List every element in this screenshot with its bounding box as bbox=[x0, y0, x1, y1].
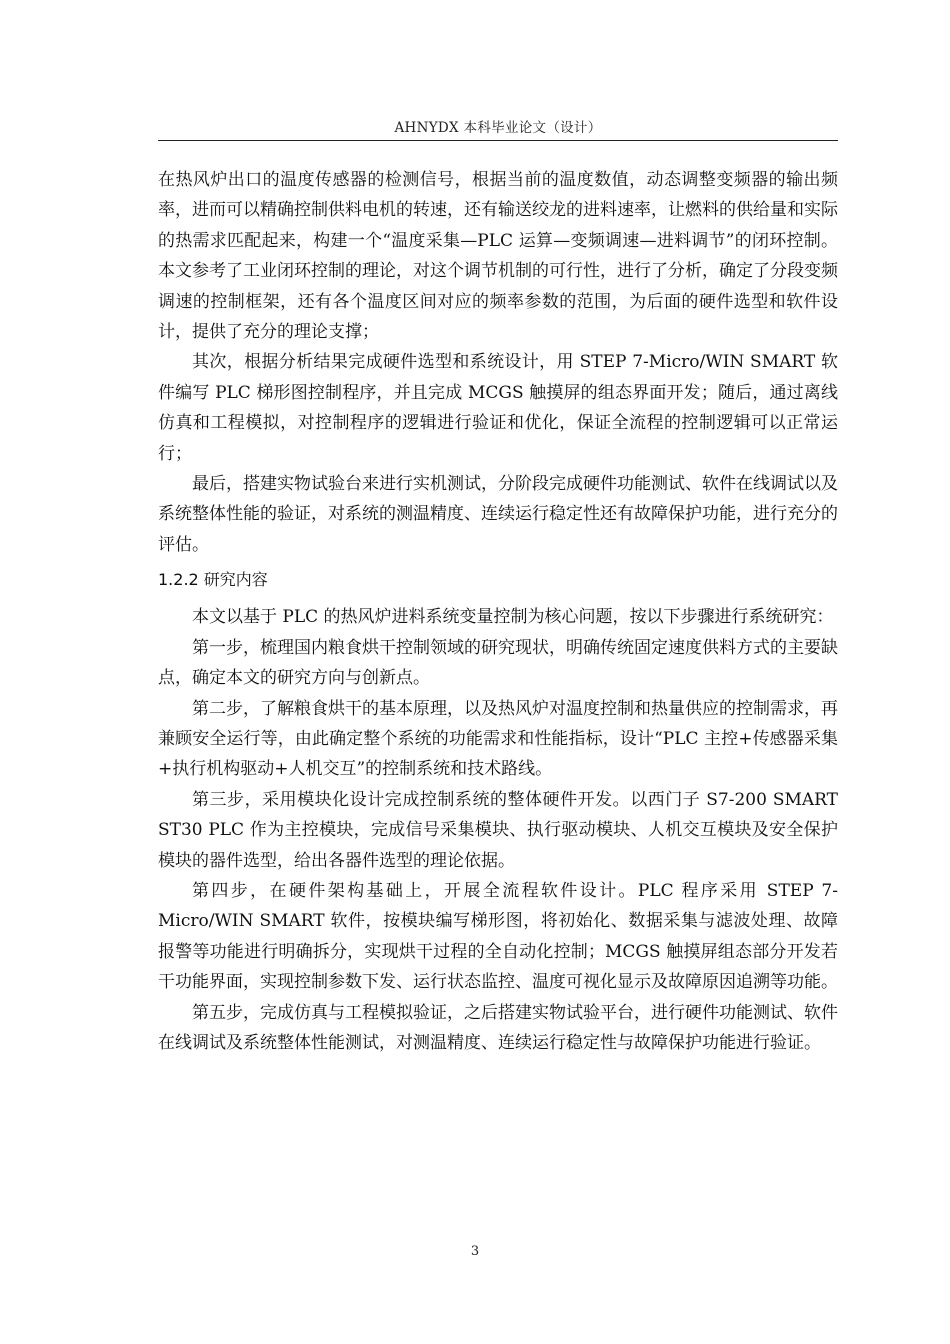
paragraph-step-1: 第一步，梳理国内粮食烘干控制领域的研究现状，明确传统固定速度供料方式的主要缺点，确定本文的研究方向与创新点。 bbox=[158, 637, 838, 689]
header-divider bbox=[158, 140, 838, 141]
paragraph-step-2: 第二步，了解粮食烘干的基本原理，以及热风炉对温度控制和热量供应的控制需求，再兼顾安全运行等，由此确定整个系统的功能需求和性能指标，设计“PLC 主控+传感器采集+执行机构驱动+人机交互”的控制系统和技术路线。 bbox=[158, 698, 838, 780]
paragraph-intro: 本文以基于 PLC 的热风炉进料系统变量控制为核心问题，按以下步骤进行系统研究： bbox=[192, 607, 834, 628]
running-header: AHNYDX 本科毕业论文（设计） bbox=[394, 120, 602, 136]
paragraph-step-4: 第四步，在硬件架构基础上，开展全流程软件设计。PLC 程序采用 STEP 7-Micro/WIN SMART 软件，按模块编写梯形图，将初始化、数据采集与滤波处理、故障报警等功能进行明确拆分，实现烘干过程的全自动化控制；MCGS 触摸屏组态部分开发若干功能界面，实现控制参数下发、运行状态监控、温度可视化显示及故障原因追溯等功能。 bbox=[158, 880, 838, 993]
paragraph-final-step: 最后，搭建实物试验台来进行实机测试，分阶段完成硬件功能测试、软件在线调试以及系统整体性能的验证，对系统的测温精度、连续运行稳定性还有故障保护功能，进行充分的评估。 bbox=[158, 474, 838, 555]
paragraph-second-step: 其次，根据分析结果完成硬件选型和系统设计，用 STEP 7-Micro/WIN SMART 软件编写 PLC 梯形图控制程序，并且完成 MCGS 触摸屏的组态界面开发；随后，通过离线仿真和工程模拟，对控制程序的逻辑进行验证和优化，保证全流程的控制逻辑可以正常运行； bbox=[158, 352, 838, 464]
paragraph-step-3: 第三步，采用模块化设计完成控制系统的整体硬件开发。以西门子 S7-200 SMART ST30 PLC 作为主控模块，完成信号采集模块、执行驱动模块、人机交互模块及安全保护模块的器件选型，给出各器件选型的理论依据。 bbox=[158, 789, 838, 871]
paragraph-continued: 在热风炉出口的温度传感器的检测信号，根据当前的温度数值，动态调整变频器的输出频率，进而可以精确控制供料电机的转速，还有输送绞龙的进料速率，让燃料的供给量和实际的热需求匹配起来，构建一个“温度采集—PLC 运算—变频调速—进料调节”的闭环控制。本文参考了工业闭环控制的理论，对这个调节机制的可行性，进行了分析，确定了分段变频调速的控制框架，还有各个温度区间对应的频率参数的范围，为后面的硬件选型和软件设计，提供了充分的理论支撑； bbox=[158, 170, 838, 343]
body-text bbox=[158, 165, 838, 1058]
page-number: 3 bbox=[470, 1244, 480, 1259]
section-heading: 1.2.2 研究内容 bbox=[158, 570, 268, 590]
paragraph-step-5: 第五步，完成仿真与工程模拟验证，之后搭建实物试验平台，进行硬件功能测试、软件在线调试及系统整体性能测试，对测温精度、连续运行稳定性与故障保护功能进行验证。 bbox=[158, 1002, 838, 1053]
